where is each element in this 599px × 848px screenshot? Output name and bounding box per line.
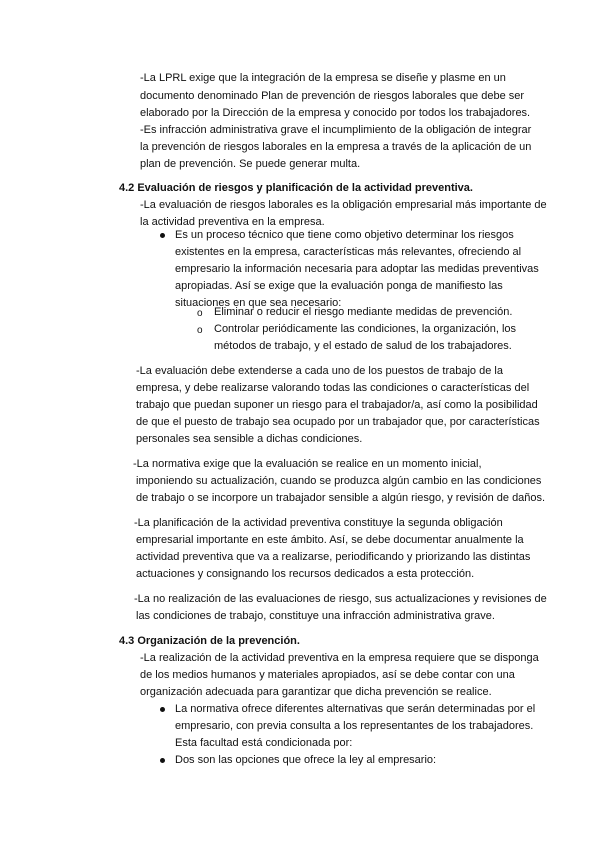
paragraph-line: -La realización de la actividad preventiva en la empresa requiere que se disponga xyxy=(140,652,539,664)
paragraph-line: actividad preventiva que va a realizarse, periodificando y priorizando las distintas xyxy=(136,551,531,563)
bullet-line: Esta facultad está condicionada por: xyxy=(175,737,353,749)
intro-line: documento denominado Plan de prevención de riesgos laborales que debe ser xyxy=(140,90,525,102)
section-heading-4-2: 4.2 Evaluación de riesgos y planificación de la actividad preventiva. xyxy=(119,182,473,194)
intro-line: -Es infracción administrativa grave el incumplimiento de la obligación de integrar xyxy=(140,124,532,136)
subitem-line: métodos de trabajo, y el estado de salud de los trabajadores. xyxy=(214,340,512,352)
bullet-marker xyxy=(160,707,165,712)
subitem-line: Eliminar o reducir el riesgo mediante medidas de prevención. xyxy=(214,306,513,318)
intro-line: la prevención de riesgos laborales en la empresa a través de la aplicación de un xyxy=(140,141,532,153)
bullet-line: La normativa ofrece diferentes alternativas que serán determinadas por el xyxy=(175,703,536,715)
bullet-line: existentes en la empresa, características más relevantes, ofreciendo al xyxy=(175,246,522,258)
subitem-marker: o xyxy=(197,325,203,336)
paragraph-line: trabajo que puedan suponer un riesgo para el trabajador/a, así como la posibilidad xyxy=(136,399,538,411)
bullet-line: situaciones en que sea necesario: xyxy=(175,297,342,309)
intro-line: elaborado por la Dirección de la empresa y conocido por todos los trabajadores. xyxy=(140,107,531,119)
bullet-line: Dos son las opciones que ofrece la ley al empresario: xyxy=(175,754,437,766)
paragraph-line: -La evaluación de riesgos laborales es la obligación empresarial más importante de xyxy=(140,199,547,211)
paragraph-line: -La evaluación debe extenderse a cada uno de los puestos de trabajo de la xyxy=(136,365,503,377)
paragraph-line: de trabajo o se incorpore un trabajador sensible a algún riesgo, y revisión de daños. xyxy=(136,492,546,504)
subitem-line: Controlar periódicamente las condiciones, la organización, los xyxy=(214,323,517,335)
bullet-line: empresario, con previa consulta a los representantes de los trabajadores. xyxy=(175,720,534,732)
paragraph-line: actuaciones y consignando los recursos dedicados a esta protección. xyxy=(136,568,475,580)
bullet-marker xyxy=(160,758,165,763)
intro-line: -La LPRL exige que la integración de la empresa se diseñe y plasme en un xyxy=(140,72,506,84)
paragraph-line: empresarial importante en este ámbito. Así, se debe documentar anualmente la xyxy=(136,534,524,546)
paragraph-line: imponiendo su actualización, cuando se produzca algún cambio en las condiciones xyxy=(136,475,542,487)
subitem-marker: o xyxy=(197,308,203,319)
paragraph-line: de que el puesto de trabajo sea ocupado por un trabajador que, por características xyxy=(136,416,540,428)
paragraph-line: la actividad preventiva en la empresa. xyxy=(140,216,325,228)
paragraph-line: -La planificación de la actividad preventiva constituye la segunda obligación xyxy=(134,517,503,529)
paragraph-line: -La normativa exige que la evaluación se realice en un momento inicial, xyxy=(133,458,482,470)
paragraph-line: organización adecuada para garantizar que dicha prevención se realice. xyxy=(140,686,492,698)
paragraph-line: -La no realización de las evaluaciones de riesgo, sus actualizaciones y revisiones de xyxy=(134,593,547,605)
paragraph-line: personales sea sensible a dichas condiciones. xyxy=(136,433,363,445)
bullet-marker xyxy=(160,233,165,238)
paragraph-line: las condiciones de trabajo, constituye una infracción administrativa grave. xyxy=(136,610,495,622)
bullet-line: empresario la información necesaria para adoptar las medidas preventivas xyxy=(175,263,539,275)
intro-line: plan de prevención. Se puede generar multa. xyxy=(140,158,361,170)
bullet-line: apropiadas. Así se exige que la evaluación ponga de manifiesto las xyxy=(175,280,503,292)
paragraph-line: empresa, y debe realizarse valorando todas las condiciones o características del xyxy=(136,382,530,394)
paragraph-line: de los medios humanos y materiales apropiados, así se debe contar con una xyxy=(140,669,515,681)
bullet-line: Es un proceso técnico que tiene como objetivo determinar los riesgos xyxy=(175,229,514,241)
section-heading-4-3: 4.3 Organización de la prevención. xyxy=(119,635,300,647)
